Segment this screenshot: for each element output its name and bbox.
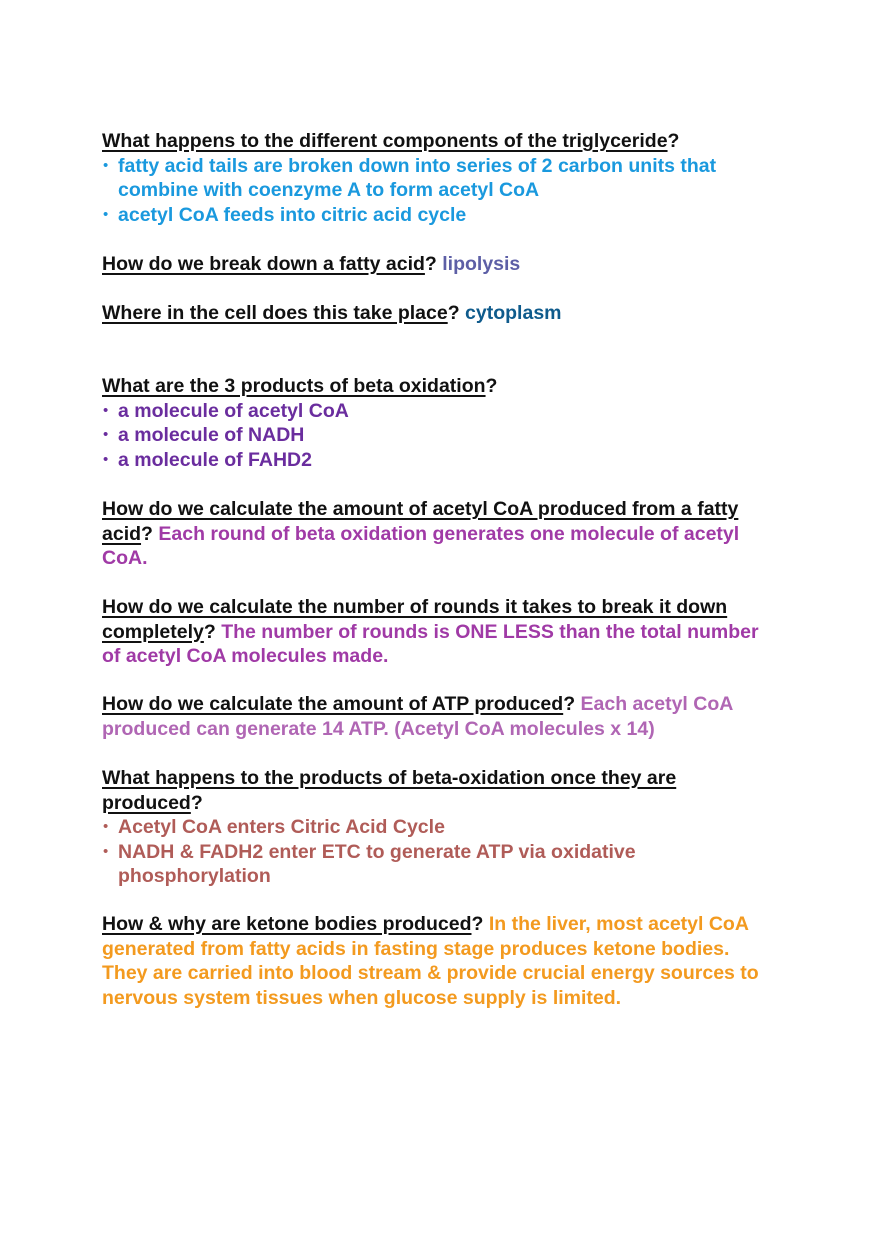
section-number-of-rounds	[102, 595, 762, 669]
section-ketone-bodies	[102, 912, 777, 1010]
question-text: What are the 3 products of beta oxidation	[102, 375, 486, 397]
section-triglyceride-components	[102, 129, 782, 227]
question-line	[102, 766, 722, 815]
list-item: • a molecule of FAHD2	[102, 448, 782, 473]
answer-text: In the liver, most acetyl CoA generated from fatty acids in fasting stage produces ketone bodies. They are carried into blood stream & provide crucial energy sources to nervous system tissues when glucose supply is limited.	[102, 913, 759, 1009]
question-text: How do we calculate the amount of acetyl CoA produced from a fatty acid	[102, 498, 739, 545]
list-item: • Acetyl CoA enters Citric Acid Cycle	[102, 815, 722, 840]
section-acetyl-coa-amount	[102, 497, 772, 571]
question-mark: ?	[471, 913, 484, 935]
answer-text: Each acetyl CoA produced can generate 14 ATP. (Acetyl CoA molecules x 14)	[102, 693, 733, 740]
question-text: How do we break down a fatty acid	[102, 253, 425, 275]
answer-text: The number of rounds is ONE LESS than the total number of acetyl CoA molecules made.	[102, 620, 759, 667]
question-text: How & why are ketone bodies produced	[102, 913, 472, 935]
list-item: • a molecule of NADH	[102, 423, 782, 448]
question-mark: ?	[141, 522, 153, 545]
answer-text: lipolysis	[442, 253, 521, 275]
question-line	[102, 374, 782, 399]
question-mark: ?	[424, 253, 437, 275]
list-item: • NADH & FADH2 enter ETC to generate ATP via oxidative phosphorylation	[102, 840, 663, 889]
list-item: • acetyl CoA feeds into citric acid cycle	[102, 203, 782, 228]
question-line	[102, 129, 782, 154]
question-mark: ?	[190, 791, 203, 814]
answer-text: Each round of beta oxidation generates one molecule of acetyl CoA.	[102, 522, 740, 569]
question-text: What happens to the different components of the triglyceride	[102, 130, 668, 152]
list-item: • a molecule of acetyl CoA	[102, 399, 782, 424]
question-text: Where in the cell does this take place	[102, 302, 448, 324]
question-mark: ?	[203, 620, 216, 643]
answer-text: cytoplasm	[465, 302, 562, 324]
question-mark: ?	[667, 130, 680, 152]
answer-list	[102, 154, 782, 228]
answer-list	[102, 815, 722, 889]
answer-list	[102, 399, 782, 473]
section-cell-location	[102, 301, 782, 326]
question-text: What happens to the products of beta-oxidation once they are produced	[102, 767, 677, 814]
section-products-fate	[102, 766, 722, 889]
question-mark: ?	[563, 693, 576, 715]
list-item: • fatty acid tails are broken down into series of 2 carbon units that combine with coenzyme A to form acetyl CoA	[102, 154, 782, 203]
section-beta-oxidation-products	[102, 374, 782, 472]
question-mark: ?	[447, 302, 460, 324]
section-fatty-acid-breakdown	[102, 252, 782, 277]
question-text: How do we calculate the number of rounds it takes to break it down completely	[102, 596, 728, 643]
question-mark: ?	[485, 375, 498, 397]
question-text: How do we calculate the amount of ATP produced	[102, 693, 564, 715]
section-atp-produced	[102, 692, 767, 741]
